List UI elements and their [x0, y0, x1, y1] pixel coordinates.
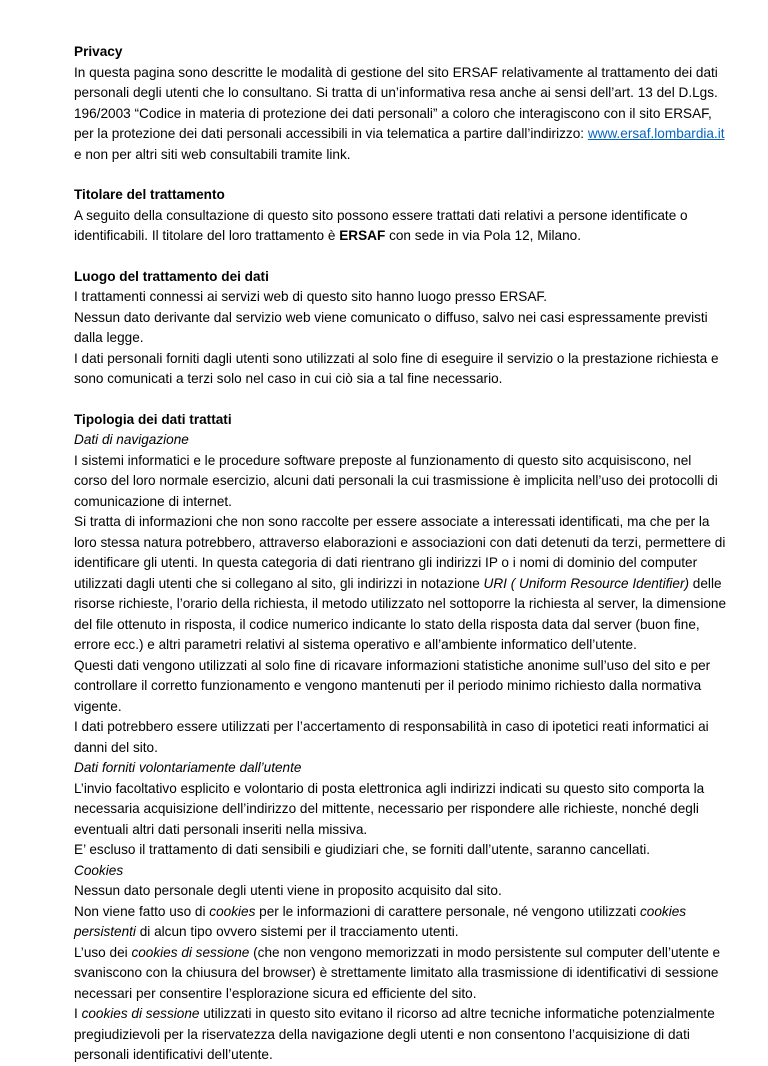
navigazione-text-end: delle risorse richieste, l’orario della richiesta, il metodo utilizzato nel sottoporre la richiesta al server, la dimensione del file ottenuto in risposta, il codice numerico indicante lo stato della risposta data dal server (buon fine, errore ecc.) e altri parametri relativi al sistema operativo e all’ambiente informatico dell’utente. — [74, 575, 727, 652]
cookies-paragraph-4 — [74, 1004, 728, 1066]
cookies-subheading: Cookies — [74, 862, 124, 878]
cookies-sessione-text-end: (che non vengono memorizzati in modo persistente sul computer dell’utente e svaniscono con la chiusura del browser) è strettamente limitato alla trasmissione di identificativi di sessione necessari per consentire l’esplorazione sicura ed efficiente del sito. — [74, 944, 721, 1001]
volontari-paragraph-1: L’invio facoltativo esplicito e volontario di posta elettronica agli indirizzi indicati su questo sito comporta la necessaria acquisizione dell’indirizzo del mittente, necessario per rispondere alle richieste, nonché degli eventuali altri dati personali inseriti nella missiva. — [74, 780, 705, 837]
navigazione-paragraph-4: I dati potrebbero essere utilizzati per l’accertamento di responsabilità in caso di ipotetici reati informatici ai danni del sito. — [74, 719, 709, 755]
luogo-paragraph-2: Nessun dato derivante dal servizio web viene comunicato o diffuso, salvo nei casi espressamente previsti dalla legge. — [74, 309, 708, 345]
navigazione-text: Si tratta di informazioni che non sono raccolte per essere associate a interessati identificati, ma che per la loro stessa natura potrebbero, attraverso elaborazioni e associazioni con dati detenuti da terzi, permettere di identificare gli utenti. In questa categoria di dati rientrano gli indirizzi IP o i nomi di dominio del computer utilizzati dagli utenti che si collegano al sito, gli indirizzi in notazione — [74, 514, 726, 591]
volontari-subheading: Dati forniti volontariamente dall’utente — [74, 760, 302, 775]
cookies-text-end: di alcun tipo ovvero sistemi per il tracciamento utenti. — [135, 924, 459, 939]
titolare-heading: Titolare del trattamento — [74, 187, 225, 202]
luogo-heading: Luogo del trattamento dei dati — [74, 268, 269, 284]
cookies-paragraph-2 — [74, 902, 728, 943]
luogo-paragraph-1: I trattamenti connessi ai servizi web di questo sito hanno luogo presso ERSAF. — [74, 289, 548, 304]
navigazione-paragraph-3: Questi dati vengono utilizzati al solo fine di ricavare informazioni statistiche anonime sull’uso del sito e per controllare il corretto funzionamento e vengono mantenuti per il periodo minimo richiesto dalla normativa vigente. — [74, 657, 711, 714]
privacy-section — [74, 42, 728, 165]
ersaf-website-link[interactable]: www.ersaf.lombardia.it — [587, 126, 725, 141]
titolare-text-end: con sede in via Pola 12, Milano. — [385, 228, 582, 243]
navigazione-paragraph-2 — [74, 512, 728, 656]
tipologia-heading: Tipologia dei dati trattati — [74, 411, 232, 427]
titolare-paragraph — [74, 206, 728, 247]
navigazione-subheading: Dati di navigazione — [74, 432, 189, 447]
luogo-paragraph-3: I dati personali forniti dagli utenti sono utilizzati al solo fine di eseguire il servizio o la prestazione richiesta e sono comunicati a terzi solo nel caso in cui ciò sia a tal fine necessario. — [74, 350, 719, 386]
cookies-term: cookies — [209, 903, 256, 919]
cookies-paragraph-3 — [74, 943, 728, 1005]
privacy-paragraph — [74, 63, 728, 166]
tipologia-section — [74, 410, 728, 1066]
cookies-sessione-text: L’uso dei — [74, 944, 132, 960]
cookies-persistenti-term: cookies persistenti — [74, 903, 687, 939]
privacy-text: In questa pagina sono descritte le modalità di gestione del sito ERSAF relativamente al trattamento dei dati personali degli utenti che lo consultano. Si tratta di un’informativa resa anche ai sensi dell’art. 13 del D.Lgs. 196/2003 “Codice in materia di protezione dei dati personali” a coloro che interagiscono con il sito ERSAF, per la protezione dei dati personali accessibili in via telematica a partire dall’indirizzo: — [74, 64, 718, 141]
titolare-section — [74, 185, 728, 247]
cookies-paragraph-1: Nessun dato personale degli utenti viene in proposito acquisito dal sito. — [74, 883, 502, 898]
cookies-final-text: I — [74, 1006, 82, 1021]
cookies-text-mid: per le informazioni di carattere personale, né vengono utilizzati — [255, 903, 640, 919]
uri-term: URI ( Uniform Resource Identifier) — [483, 575, 690, 591]
cookies-final-text-end: utilizzati in questo sito evitano il ricorso ad altre tecniche informatiche potenzialmente pregiudizievoli per la riservatezza della navigazione degli utenti e non consentono l’acquisizione di dati personali identificativi dell’utente. — [74, 1006, 715, 1062]
volontari-paragraph-2: E’ escluso il trattamento di dati sensibili e giudiziari che, se forniti dall’utente, saranno cancellati. — [74, 842, 651, 857]
cookies-text: Non viene fatto uso di — [74, 903, 210, 919]
privacy-text-end: e non per altri siti web consultabili tramite link. — [74, 146, 351, 162]
titolare-name: ERSAF — [339, 228, 386, 243]
privacy-heading: Privacy — [74, 44, 123, 59]
cookies-sessione-term: cookies di sessione — [131, 944, 250, 960]
luogo-section — [74, 267, 728, 390]
titolare-text: A seguito della consultazione di questo sito possono essere trattati dati relativi a persone identificate o identificabili. Il titolare del loro trattamento è — [74, 207, 688, 243]
navigazione-paragraph-1: I sistemi informatici e le procedure software preposte al funzionamento di questo sito acquisiscono, nel corso del loro normale esercizio, alcuni dati personali la cui trasmissione è implicita nell’uso dei protocolli di comunicazione di internet. — [74, 452, 718, 509]
cookies-sessione-term-2: cookies di sessione — [81, 1006, 200, 1021]
